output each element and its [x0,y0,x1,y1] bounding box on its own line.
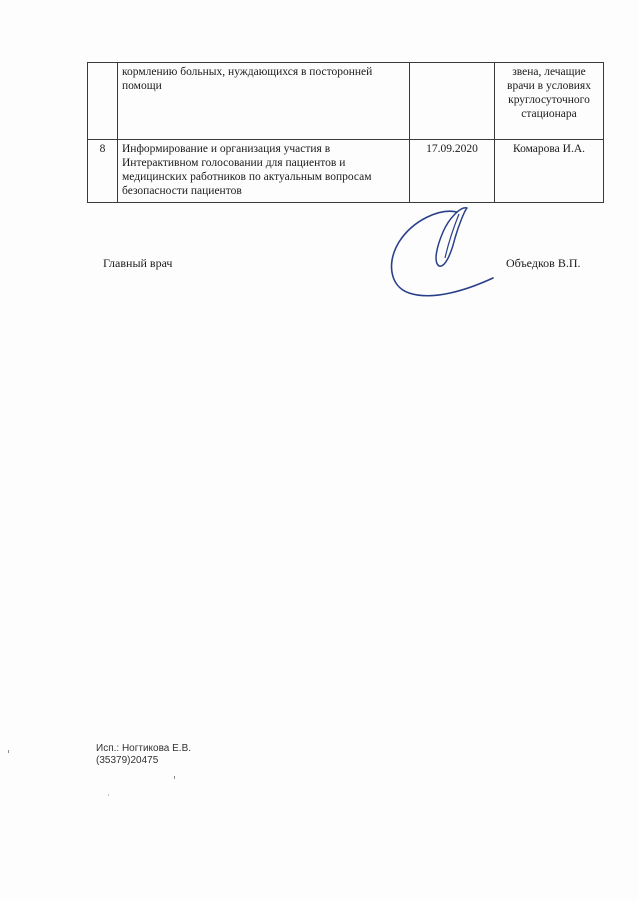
executor-footer [96,743,191,767]
signatory-title: Главный врач [103,256,173,270]
row-number-cell: 8 [88,140,118,203]
row-number-cell [88,63,118,140]
row-description-cell: Информирование и организация участия в Интерактивном голосовании для пациентов и медицинских работников по актуальным вопросам безопасности пациентов [118,140,410,203]
signatory-name: Объедков В.П. [506,256,581,270]
events-table [87,62,604,203]
row-date-cell: 17.09.2020 [410,140,495,203]
row-responsible-cell: звена, лечащие врачи в условиях круглосуточного стационара [495,63,604,140]
row-description-cell: кормлению больных, нуждающихся в посторонней помощи [118,63,410,140]
table-row [88,140,604,203]
executor-name: Исп.: Ногтикова Е.В. [96,743,192,754]
scan-speck [174,776,175,779]
row-date-cell [410,63,495,140]
handwritten-signature [385,200,500,302]
row-responsible-cell: Комарова И.А. [495,140,604,203]
scan-speck [108,794,109,796]
scan-speck [8,750,9,753]
executor-phone: (35379)20475 [96,755,159,766]
table-row [88,63,604,140]
